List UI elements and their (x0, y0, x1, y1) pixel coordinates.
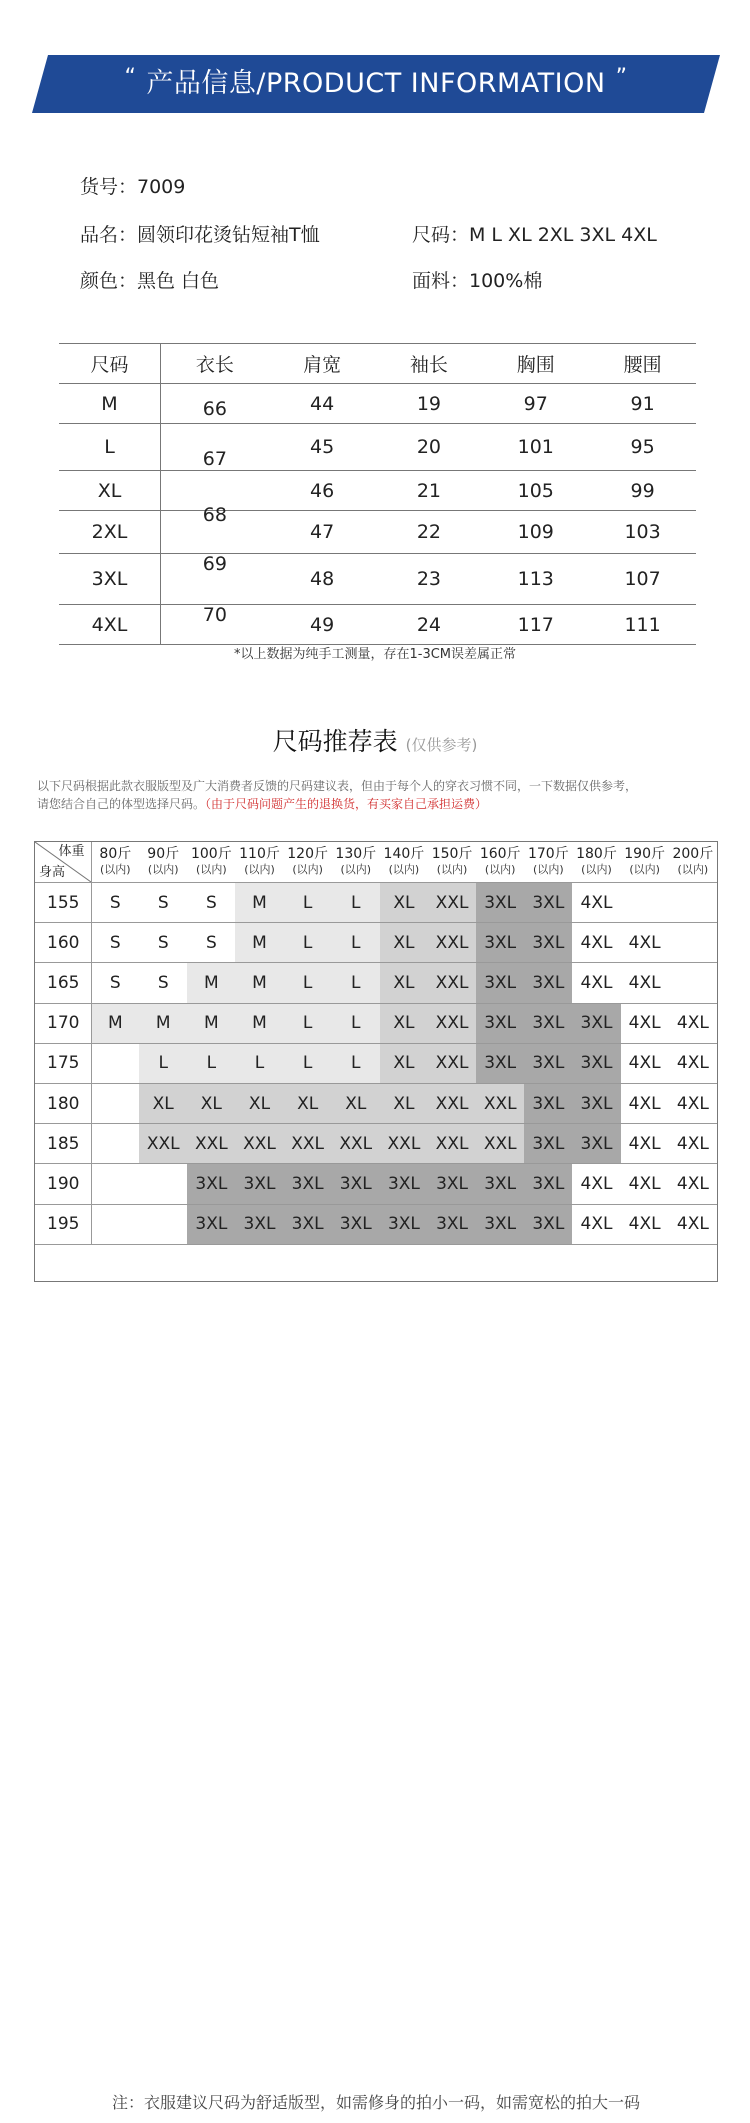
table-row (35, 923, 717, 963)
weight-header-cell (187, 842, 235, 883)
size-recommend-cell: 4XL (669, 1083, 717, 1123)
size-recommend-cell: M (139, 1003, 187, 1043)
size-recommend-cell: 3XL (476, 1043, 524, 1083)
header-cell: 肩宽 (269, 344, 376, 384)
recommend-title: 尺码推荐表 (272, 727, 398, 756)
size-recommend-cell: L (284, 1043, 332, 1083)
size-recommend-cell: XXL (284, 1124, 332, 1164)
waist-cell: 111 (589, 605, 696, 645)
sleeve-cell: 23 (376, 554, 483, 605)
size-recommend-cell: L (284, 923, 332, 963)
desc-line-2 (37, 795, 637, 813)
size-recommend-cell: 4XL (621, 1083, 669, 1123)
weight-sub-label: (以内) (629, 863, 660, 876)
size-recommend-cell: 3XL (572, 1003, 620, 1043)
size-recommend-cell: L (332, 1003, 380, 1043)
size-recommend-cell: XXL (428, 1003, 476, 1043)
quote-left-icon: “ (124, 65, 137, 90)
length-value: 68 (202, 504, 227, 526)
size-recommend-cell: 3XL (572, 1124, 620, 1164)
header-cell: 胸围 (482, 344, 589, 384)
size-recommend-cell: 3XL (187, 1164, 235, 1204)
size-recommend-cell (669, 963, 717, 1003)
size-recommend-cell: S (139, 923, 187, 963)
size-recommend-cell: XXL (428, 1043, 476, 1083)
chest-cell: 101 (482, 424, 589, 471)
size-recommend-cell: XL (380, 963, 428, 1003)
weight-sub-label: (以内) (340, 863, 372, 876)
size-recommend-cell (621, 883, 669, 923)
weight-label: 200斤 (672, 846, 714, 862)
size-list: 尺码：M L XL 2XL 3XL 4XL (412, 224, 657, 246)
size-recommend-cell: 4XL (621, 1204, 669, 1244)
size-recommend-cell (91, 1124, 139, 1164)
weight-label: 90斤 (147, 846, 180, 862)
recommend-description (37, 777, 637, 813)
length-value: 66 (202, 398, 227, 420)
corner-height-label: 身高 (39, 865, 66, 880)
size-recommend-cell: 3XL (524, 1043, 572, 1083)
table-row (35, 1124, 717, 1164)
weight-sub-label: (以内) (196, 863, 227, 876)
weight-label: 110斤 (239, 846, 280, 862)
table-row (59, 384, 696, 424)
size-recommend-cell: S (139, 883, 187, 923)
size-recommend-cell: XXL (235, 1124, 283, 1164)
size-recommend-cell: XL (332, 1083, 380, 1123)
length-value: 69 (202, 553, 227, 575)
size-recommend-cell: XL (284, 1083, 332, 1123)
shoulder-cell: 44 (269, 384, 376, 424)
table-row (59, 605, 696, 645)
weight-sub-label: (以内) (292, 863, 323, 876)
size-recommend-cell: M (91, 1003, 139, 1043)
table-row (35, 883, 717, 923)
length-cell (161, 471, 269, 526)
size-recommend-cell: XL (380, 1043, 428, 1083)
height-cell: 190 (35, 1164, 91, 1204)
size-recommend-cell: S (187, 923, 235, 963)
chest-cell: 113 (482, 554, 589, 605)
weight-label: 160斤 (479, 846, 521, 862)
size-recommend-cell: 4XL (621, 963, 669, 1003)
size-recommend-cell: 4XL (621, 1124, 669, 1164)
weight-label: 100斤 (190, 846, 232, 862)
size-recommend-cell: L (187, 1043, 235, 1083)
size-recommend-cell: S (187, 883, 235, 923)
weight-sub-label: (以内) (244, 863, 275, 876)
table-row (35, 1003, 717, 1043)
size-recommend-cell: XXL (428, 1083, 476, 1123)
size-recommend-cell: 3XL (476, 1003, 524, 1043)
size-recommend-cell: 4XL (621, 1003, 669, 1043)
header-cell: 衣长 (161, 344, 269, 384)
waist-cell: 95 (589, 424, 696, 471)
fabric: 面料：100%棉 (412, 270, 543, 292)
chest-cell: 117 (482, 605, 589, 645)
size-recommend-cell: L (284, 1003, 332, 1043)
product-name: 品名：圆领印花烫钻短袖T恤 (80, 224, 320, 246)
size-recommend-cell: 3XL (524, 1124, 572, 1164)
height-cell: 185 (35, 1124, 91, 1164)
size-recommend-cell: XL (380, 1083, 428, 1123)
size-recommend-cell: XL (380, 923, 428, 963)
size-cell: 4XL (59, 605, 161, 645)
size-recommend-cell: 3XL (284, 1204, 332, 1244)
weight-header-cell (139, 842, 187, 883)
size-recommend-cell: 3XL (332, 1204, 380, 1244)
size-recommend-cell: 3XL (284, 1164, 332, 1204)
header-cell: 腰围 (589, 344, 696, 384)
weight-label: 140斤 (383, 846, 425, 862)
weight-sub-label: (以内) (677, 863, 709, 876)
weight-label: 170斤 (527, 846, 569, 862)
size-recommend-cell: XXL (380, 1124, 428, 1164)
size-recommend-cell: 4XL (572, 923, 620, 963)
table-row (35, 1164, 717, 1204)
size-recommend-cell: 4XL (621, 1164, 669, 1204)
waist-cell: 107 (589, 554, 696, 605)
size-recommend-cell: 4XL (669, 1164, 717, 1204)
size-recommend-cell: L (332, 963, 380, 1003)
size-recommend-cell: XXL (332, 1124, 380, 1164)
size-recommend-cell: XXL (476, 1124, 524, 1164)
size-recommend-cell: 4XL (669, 1043, 717, 1083)
weight-sub-label: (以内) (533, 863, 564, 876)
weight-header-cell (669, 842, 717, 883)
weight-label: 120斤 (287, 846, 328, 862)
recommend-table-body (35, 842, 717, 1244)
size-recommend-cell: 3XL (572, 1043, 620, 1083)
size-recommend-cell: S (91, 883, 139, 923)
size-recommend-cell: 4XL (669, 1204, 717, 1244)
size-recommend-cell: L (284, 963, 332, 1003)
size-recommend-cell: M (187, 1003, 235, 1043)
waist-cell: 99 (589, 471, 696, 511)
size-recommend-cell: 4XL (572, 1204, 620, 1244)
size-recommend-cell: 3XL (235, 1204, 283, 1244)
size-recommend-cell: L (332, 883, 380, 923)
height-cell: 175 (35, 1043, 91, 1083)
size-recommend-cell: 3XL (476, 963, 524, 1003)
size-recommend-cell: 3XL (524, 1003, 572, 1043)
height-cell: 180 (35, 1083, 91, 1123)
size-recommend-cell: M (235, 963, 283, 1003)
table-row (59, 511, 696, 554)
size-recommend-cell: L (139, 1043, 187, 1083)
weight-sub-label: (以内) (436, 863, 468, 876)
weight-header-cell (284, 842, 332, 883)
size-recommend-cell: 3XL (524, 1083, 572, 1123)
size-recommend-cell (91, 1164, 139, 1204)
header-cell: 袖长 (376, 344, 483, 384)
weight-header-cell (572, 842, 620, 883)
size-recommend-cell: XXL (139, 1124, 187, 1164)
weight-label: 150斤 (431, 846, 473, 862)
height-cell: 155 (35, 883, 91, 923)
size-recommend-cell (91, 1043, 139, 1083)
size-recommend-cell: 3XL (380, 1164, 428, 1204)
sleeve-cell: 19 (376, 384, 483, 424)
weight-sub-label: (以内) (388, 863, 420, 876)
size-recommend-cell: XL (380, 883, 428, 923)
height-cell: 160 (35, 923, 91, 963)
quote-right-icon: ” (615, 65, 628, 90)
sleeve-cell: 20 (376, 424, 483, 471)
size-recommend-cell: XXL (476, 1083, 524, 1123)
length-cell (161, 424, 269, 471)
measurement-note: *以上数据为纯手工测量，存在1-3CM误差属正常 (233, 647, 517, 662)
size-recommend-cell: 4XL (572, 883, 620, 923)
size-recommend-cell: 4XL (669, 1124, 717, 1164)
size-recommend-cell: S (91, 923, 139, 963)
size-recommend-cell: 3XL (524, 963, 572, 1003)
recommend-subtitle: (仅供参考) (405, 736, 478, 754)
size-recommend-cell: L (284, 883, 332, 923)
size-recommend-cell (91, 1204, 139, 1244)
size-recommend-cell: 3XL (572, 1083, 620, 1123)
chest-cell: 109 (482, 511, 589, 554)
length-value: 70 (202, 604, 227, 626)
size-recommend-cell (669, 883, 717, 923)
size-recommend-cell: XXL (428, 883, 476, 923)
recommend-table-box (34, 841, 718, 2112)
size-recommend-cell: 4XL (621, 923, 669, 963)
size-recommend-cell: 3XL (235, 1164, 283, 1204)
shoulder-cell: 46 (269, 471, 376, 511)
weight-header-row (35, 842, 717, 883)
recommend-title-wrap (0, 722, 750, 758)
recommend-table (35, 842, 717, 1245)
table-row (59, 424, 696, 471)
weight-sub-label: (以内) (484, 863, 516, 876)
weight-label: 180斤 (576, 846, 617, 862)
table-row (35, 1043, 717, 1083)
table-row (35, 1204, 717, 1244)
size-recommend-cell: 4XL (621, 1043, 669, 1083)
weight-sub-label: (以内) (147, 863, 179, 876)
size-recommend-cell: 3XL (524, 1204, 572, 1244)
sleeve-cell: 22 (376, 511, 483, 554)
size-recommend-cell: M (235, 1003, 283, 1043)
length-value: 67 (202, 448, 227, 470)
chest-cell: 97 (482, 384, 589, 424)
length-cell (161, 384, 269, 424)
desc-line-1: 以下尺码根据此款衣服版型及广大消费者反馈的尺码建议表，但由于每个人的穿衣习惯不同，一下数据仅供参考， (37, 779, 638, 793)
weight-label: 190斤 (624, 846, 665, 862)
size-recommend-cell: 3XL (187, 1204, 235, 1244)
waist-cell: 103 (589, 511, 696, 554)
size-recommend-cell: 4XL (572, 1164, 620, 1204)
table-row (59, 471, 696, 511)
weight-label: 80斤 (99, 846, 132, 862)
size-recommend-cell: M (235, 883, 283, 923)
size-recommend-cell: 3XL (428, 1204, 476, 1244)
size-recommend-cell: 3XL (476, 1164, 524, 1204)
size-cell: XL (59, 471, 161, 511)
weight-label: 130斤 (335, 846, 377, 862)
corner-weight-label: 体重 (58, 844, 85, 859)
size-recommend-cell: 3XL (476, 1204, 524, 1244)
recommend-note: 注：衣服建议尺码为舒适版型，如需修身的拍小一码，如需宽松的拍大一码 (111, 2093, 640, 2112)
color-options: 颜色：黑色 白色 (80, 270, 220, 292)
size-table-header (59, 344, 696, 384)
size-recommend-cell: L (235, 1043, 283, 1083)
header-cell: 尺码 (59, 344, 161, 384)
size-recommend-cell: 4XL (572, 963, 620, 1003)
size-recommend-cell: XXL (187, 1124, 235, 1164)
weight-header-cell (428, 842, 476, 883)
size-recommend-cell: XL (187, 1083, 235, 1123)
shoulder-cell: 48 (269, 554, 376, 605)
size-recommend-cell: 3XL (428, 1164, 476, 1204)
size-recommend-cell: 3XL (524, 883, 572, 923)
sleeve-cell: 21 (376, 471, 483, 511)
chest-cell: 105 (482, 471, 589, 511)
weight-header-cell (380, 842, 428, 883)
size-recommend-cell (669, 923, 717, 963)
size-recommend-cell: XL (139, 1083, 187, 1123)
table-row (35, 1083, 717, 1123)
size-recommend-cell (91, 1083, 139, 1123)
table-row (35, 963, 717, 1003)
size-recommend-cell: S (139, 963, 187, 1003)
size-recommend-cell: 3XL (332, 1164, 380, 1204)
height-cell: 165 (35, 963, 91, 1003)
height-cell: 170 (35, 1003, 91, 1043)
size-recommend-cell: 3XL (524, 1164, 572, 1204)
size-recommend-cell (139, 1164, 187, 1204)
desc-line-2-text: 请您结合自己的体型选择尺码。 (37, 797, 206, 811)
size-cell: L (59, 424, 161, 471)
size-recommend-cell: XXL (428, 923, 476, 963)
size-cell: M (59, 384, 161, 424)
size-recommend-cell: S (91, 963, 139, 1003)
size-recommend-cell: 3XL (476, 883, 524, 923)
size-recommend-cell: 3XL (476, 923, 524, 963)
sleeve-cell: 24 (376, 605, 483, 645)
size-table (59, 343, 696, 645)
weight-header-cell (524, 842, 572, 883)
size-recommend-cell: XL (380, 1003, 428, 1043)
size-recommend-cell: XL (235, 1083, 283, 1123)
weight-sub-label: (以内) (100, 863, 131, 876)
size-recommend-cell: L (332, 1043, 380, 1083)
corner-cell (35, 842, 91, 883)
table-row (59, 554, 696, 605)
desc-warning: （由于尺码问题产生的退换货，有买家自己承担运费） (205, 797, 488, 811)
size-recommend-cell: XXL (428, 963, 476, 1003)
size-cell: 2XL (59, 511, 161, 554)
header-banner (32, 55, 720, 113)
size-recommend-cell: L (332, 923, 380, 963)
item-number: 货号：7009 (80, 176, 186, 198)
header-title: 产品信息/PRODUCT INFORMATION (146, 68, 606, 99)
size-recommend-cell: XXL (428, 1124, 476, 1164)
weight-header-cell (332, 842, 380, 883)
waist-cell: 91 (589, 384, 696, 424)
weight-header-cell (621, 842, 669, 883)
height-cell: 195 (35, 1204, 91, 1244)
size-recommend-cell: M (187, 963, 235, 1003)
size-recommend-cell: M (235, 923, 283, 963)
shoulder-cell: 49 (269, 605, 376, 645)
weight-header-cell (91, 842, 139, 883)
size-cell: 3XL (59, 554, 161, 605)
size-recommend-cell: 3XL (380, 1204, 428, 1244)
header-title-wrap (32, 55, 720, 113)
weight-sub-label: (以内) (581, 863, 612, 876)
weight-header-cell (476, 842, 524, 883)
size-recommend-cell: 4XL (669, 1003, 717, 1043)
shoulder-cell: 45 (269, 424, 376, 471)
weight-header-cell (235, 842, 283, 883)
size-recommend-cell (139, 1204, 187, 1244)
shoulder-cell: 47 (269, 511, 376, 554)
size-recommend-cell: 3XL (524, 923, 572, 963)
